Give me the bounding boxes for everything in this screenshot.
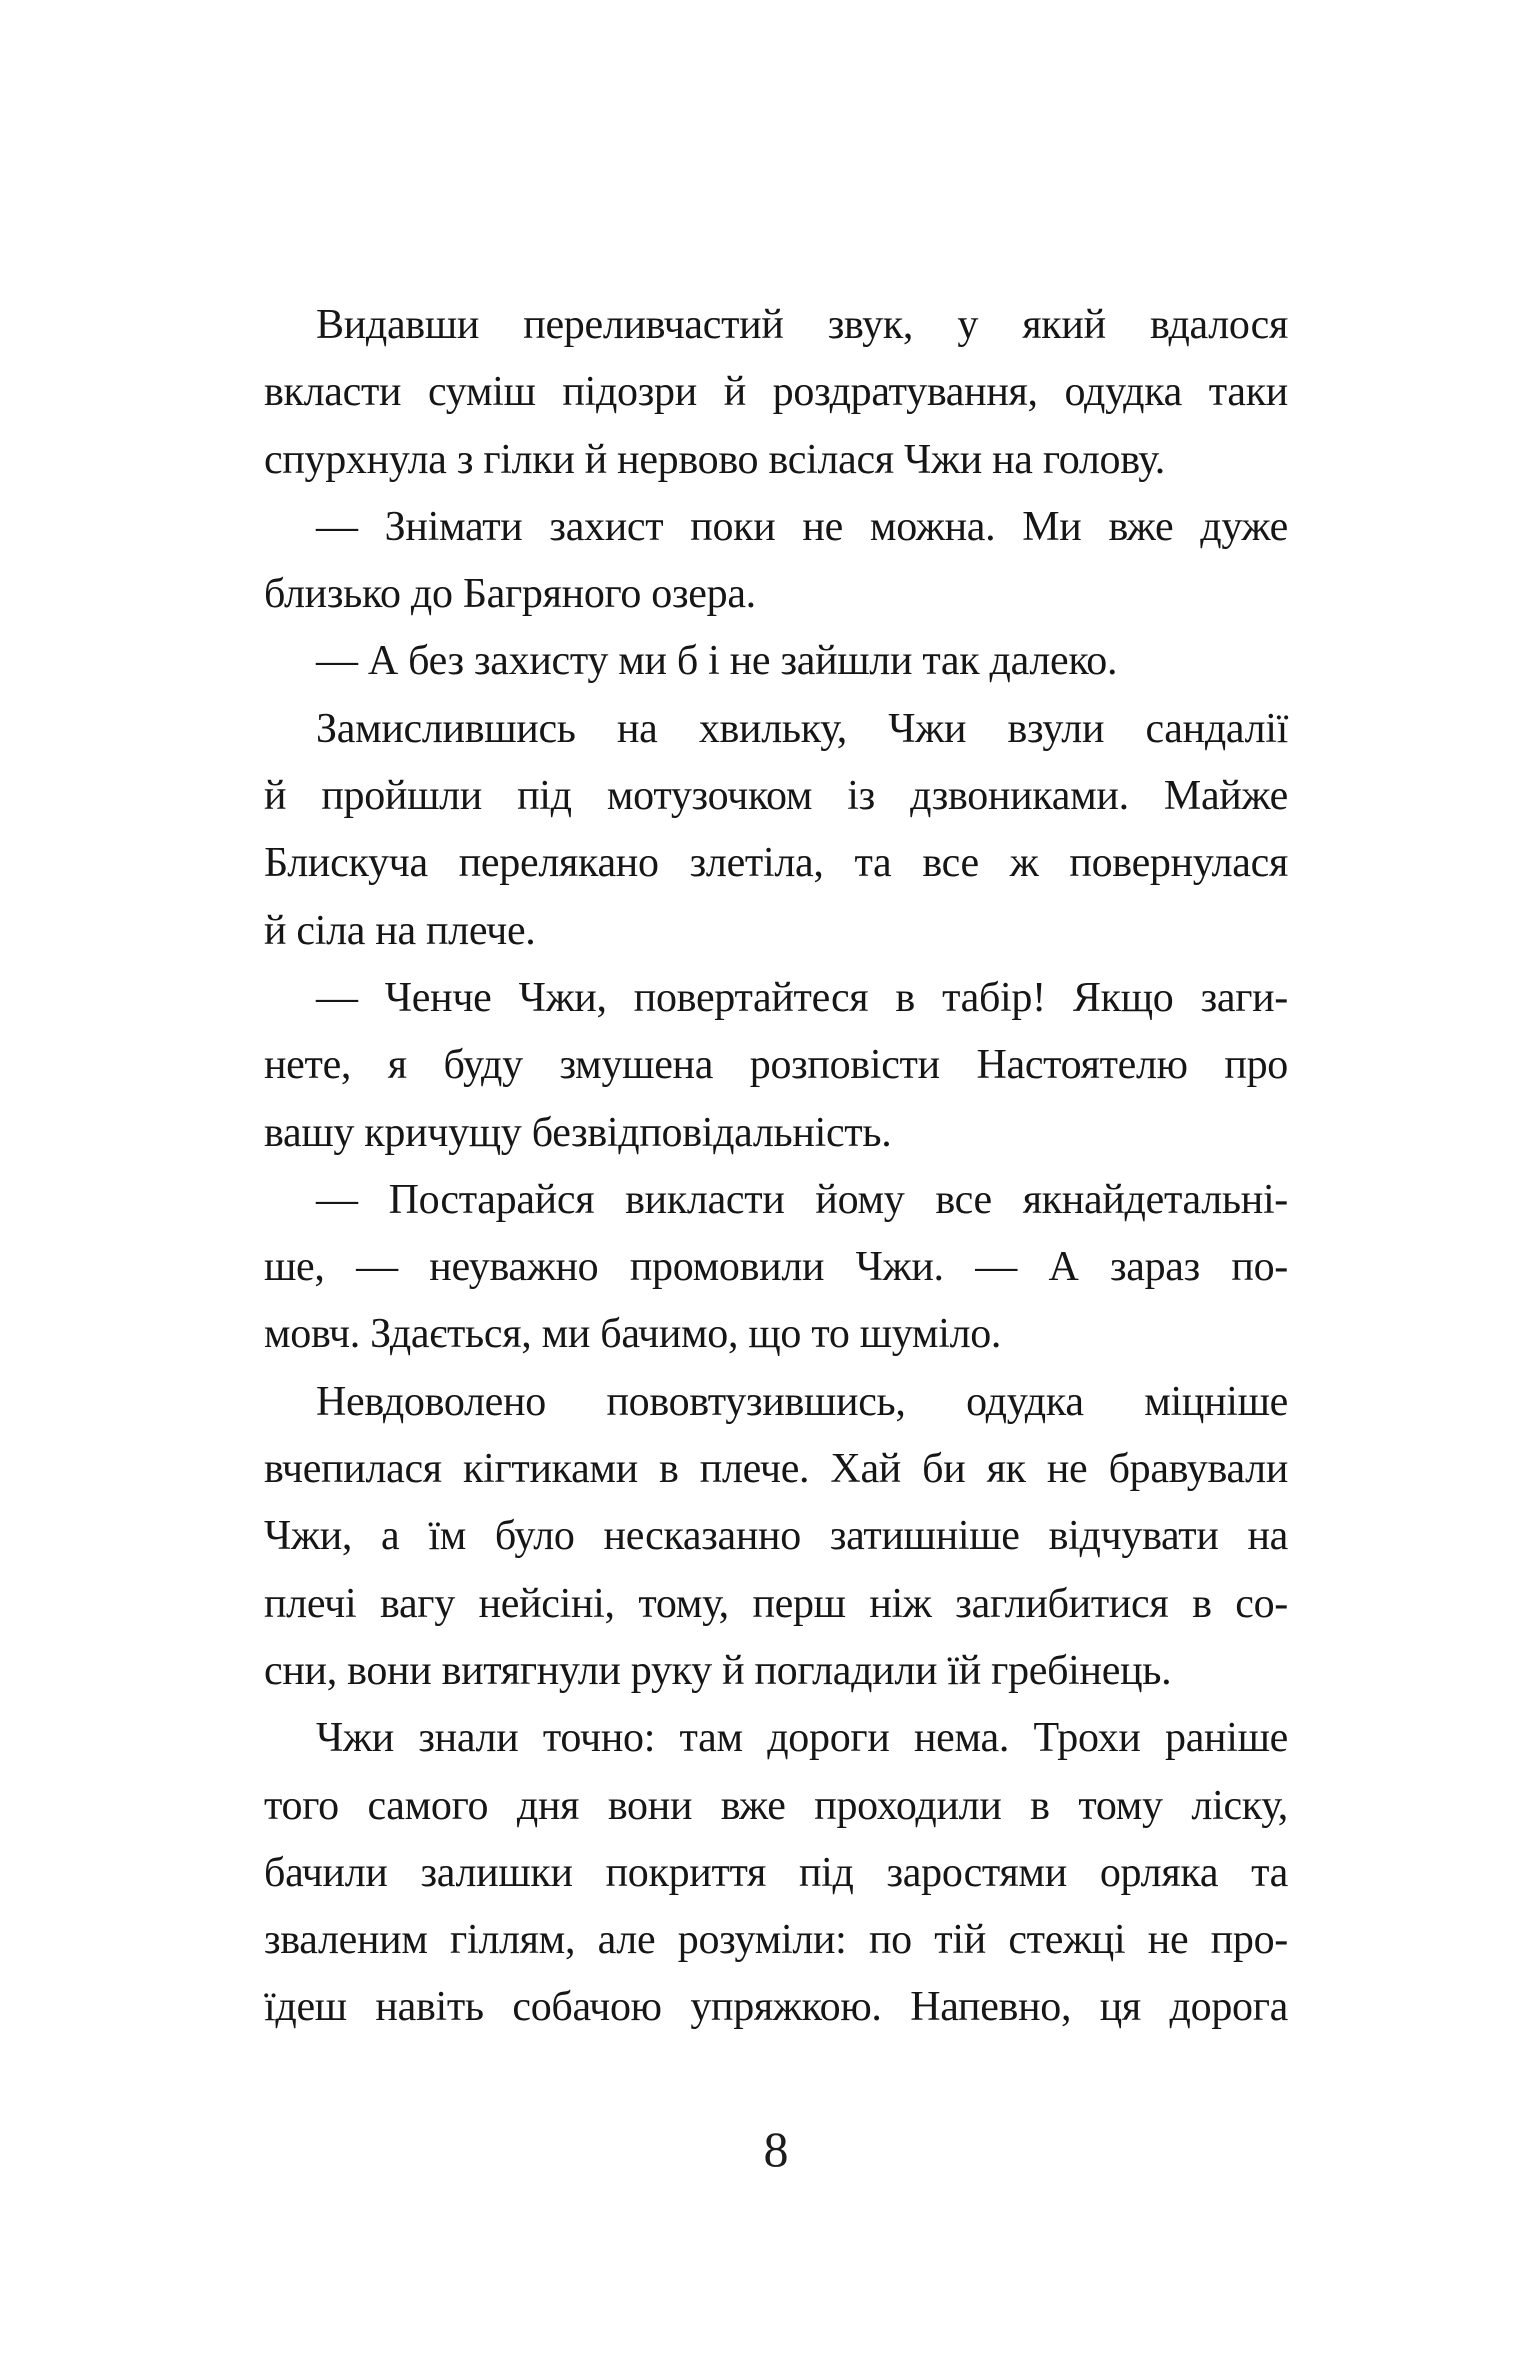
text-line: — Ченче Чжи, повертайтеся в табір! Якщо заги- [316,974,1288,1021]
text-line: Блискуча перелякано злетіла, та все ж повернулася [264,840,1288,887]
text-line: спурхнула з гілки й нервово всілася Чжи на голову. [264,436,1166,483]
text-line: — Постарайся викласти йому все якнайдетальні- [316,1176,1288,1223]
text-line: мовч. Здається, ми бачимо, що то шуміло. [264,1311,1002,1358]
text-line: вашу кричущу безвідповідальність. [264,1109,892,1156]
text-line: зваленим гіллям, але розуміли: по тій стежці не про- [264,1917,1288,1964]
text-line: Замислившись на хвильку, Чжи взули сандалії [316,705,1288,752]
text-line: сни, вони витягнули руку й погладили їй гребінець. [264,1647,1172,1694]
text-line: Видавши переливчастий звук, у який вдалося [316,302,1288,348]
text-line: й пройшли під мотузочком із дзвониками. Майже [264,773,1288,820]
text-line: Чжи, а їм було несказанно затишніше відчувати на [264,1513,1288,1560]
text-line: вчепилася кігтиками в плече. Хай би як не бравували [264,1446,1288,1493]
text-line: нете, я буду змушена розповісти Настоятелю про [264,1042,1288,1089]
text-line: плечі вагу нейсіні, тому, перш ніж заглибитися в со- [264,1580,1288,1627]
text-line: й сіла на плече. [264,907,536,954]
text-line: бачили залишки покриття під заростями орляка та [264,1849,1288,1896]
text-line: ше, — неуважно промовили Чжи. — А зараз по- [264,1244,1288,1291]
text-line: близько до Багряного озера. [264,571,756,618]
text-line: Невдоволено пововтузившись, одудка міцніше [316,1378,1288,1425]
text-line: Чжи знали точно: там дороги нема. Трохи раніше [316,1715,1288,1762]
text-line: — А без захисту ми б і не зайшли так далеко. [316,638,1118,685]
page-number: 8 [763,2121,789,2177]
body-text-block [264,292,1288,2042]
text-line: того самого дня вони вже проходили в тому ліску, [264,1782,1288,1829]
text-line: вкласти суміш підозри й роздратування, одудка таки [264,369,1288,416]
text-line: — Знімати захист поки не можна. Ми вже дуже [316,503,1288,550]
text-line: їдеш навіть собачою упряжкою. Напевно, ця дорога [264,1984,1288,2031]
